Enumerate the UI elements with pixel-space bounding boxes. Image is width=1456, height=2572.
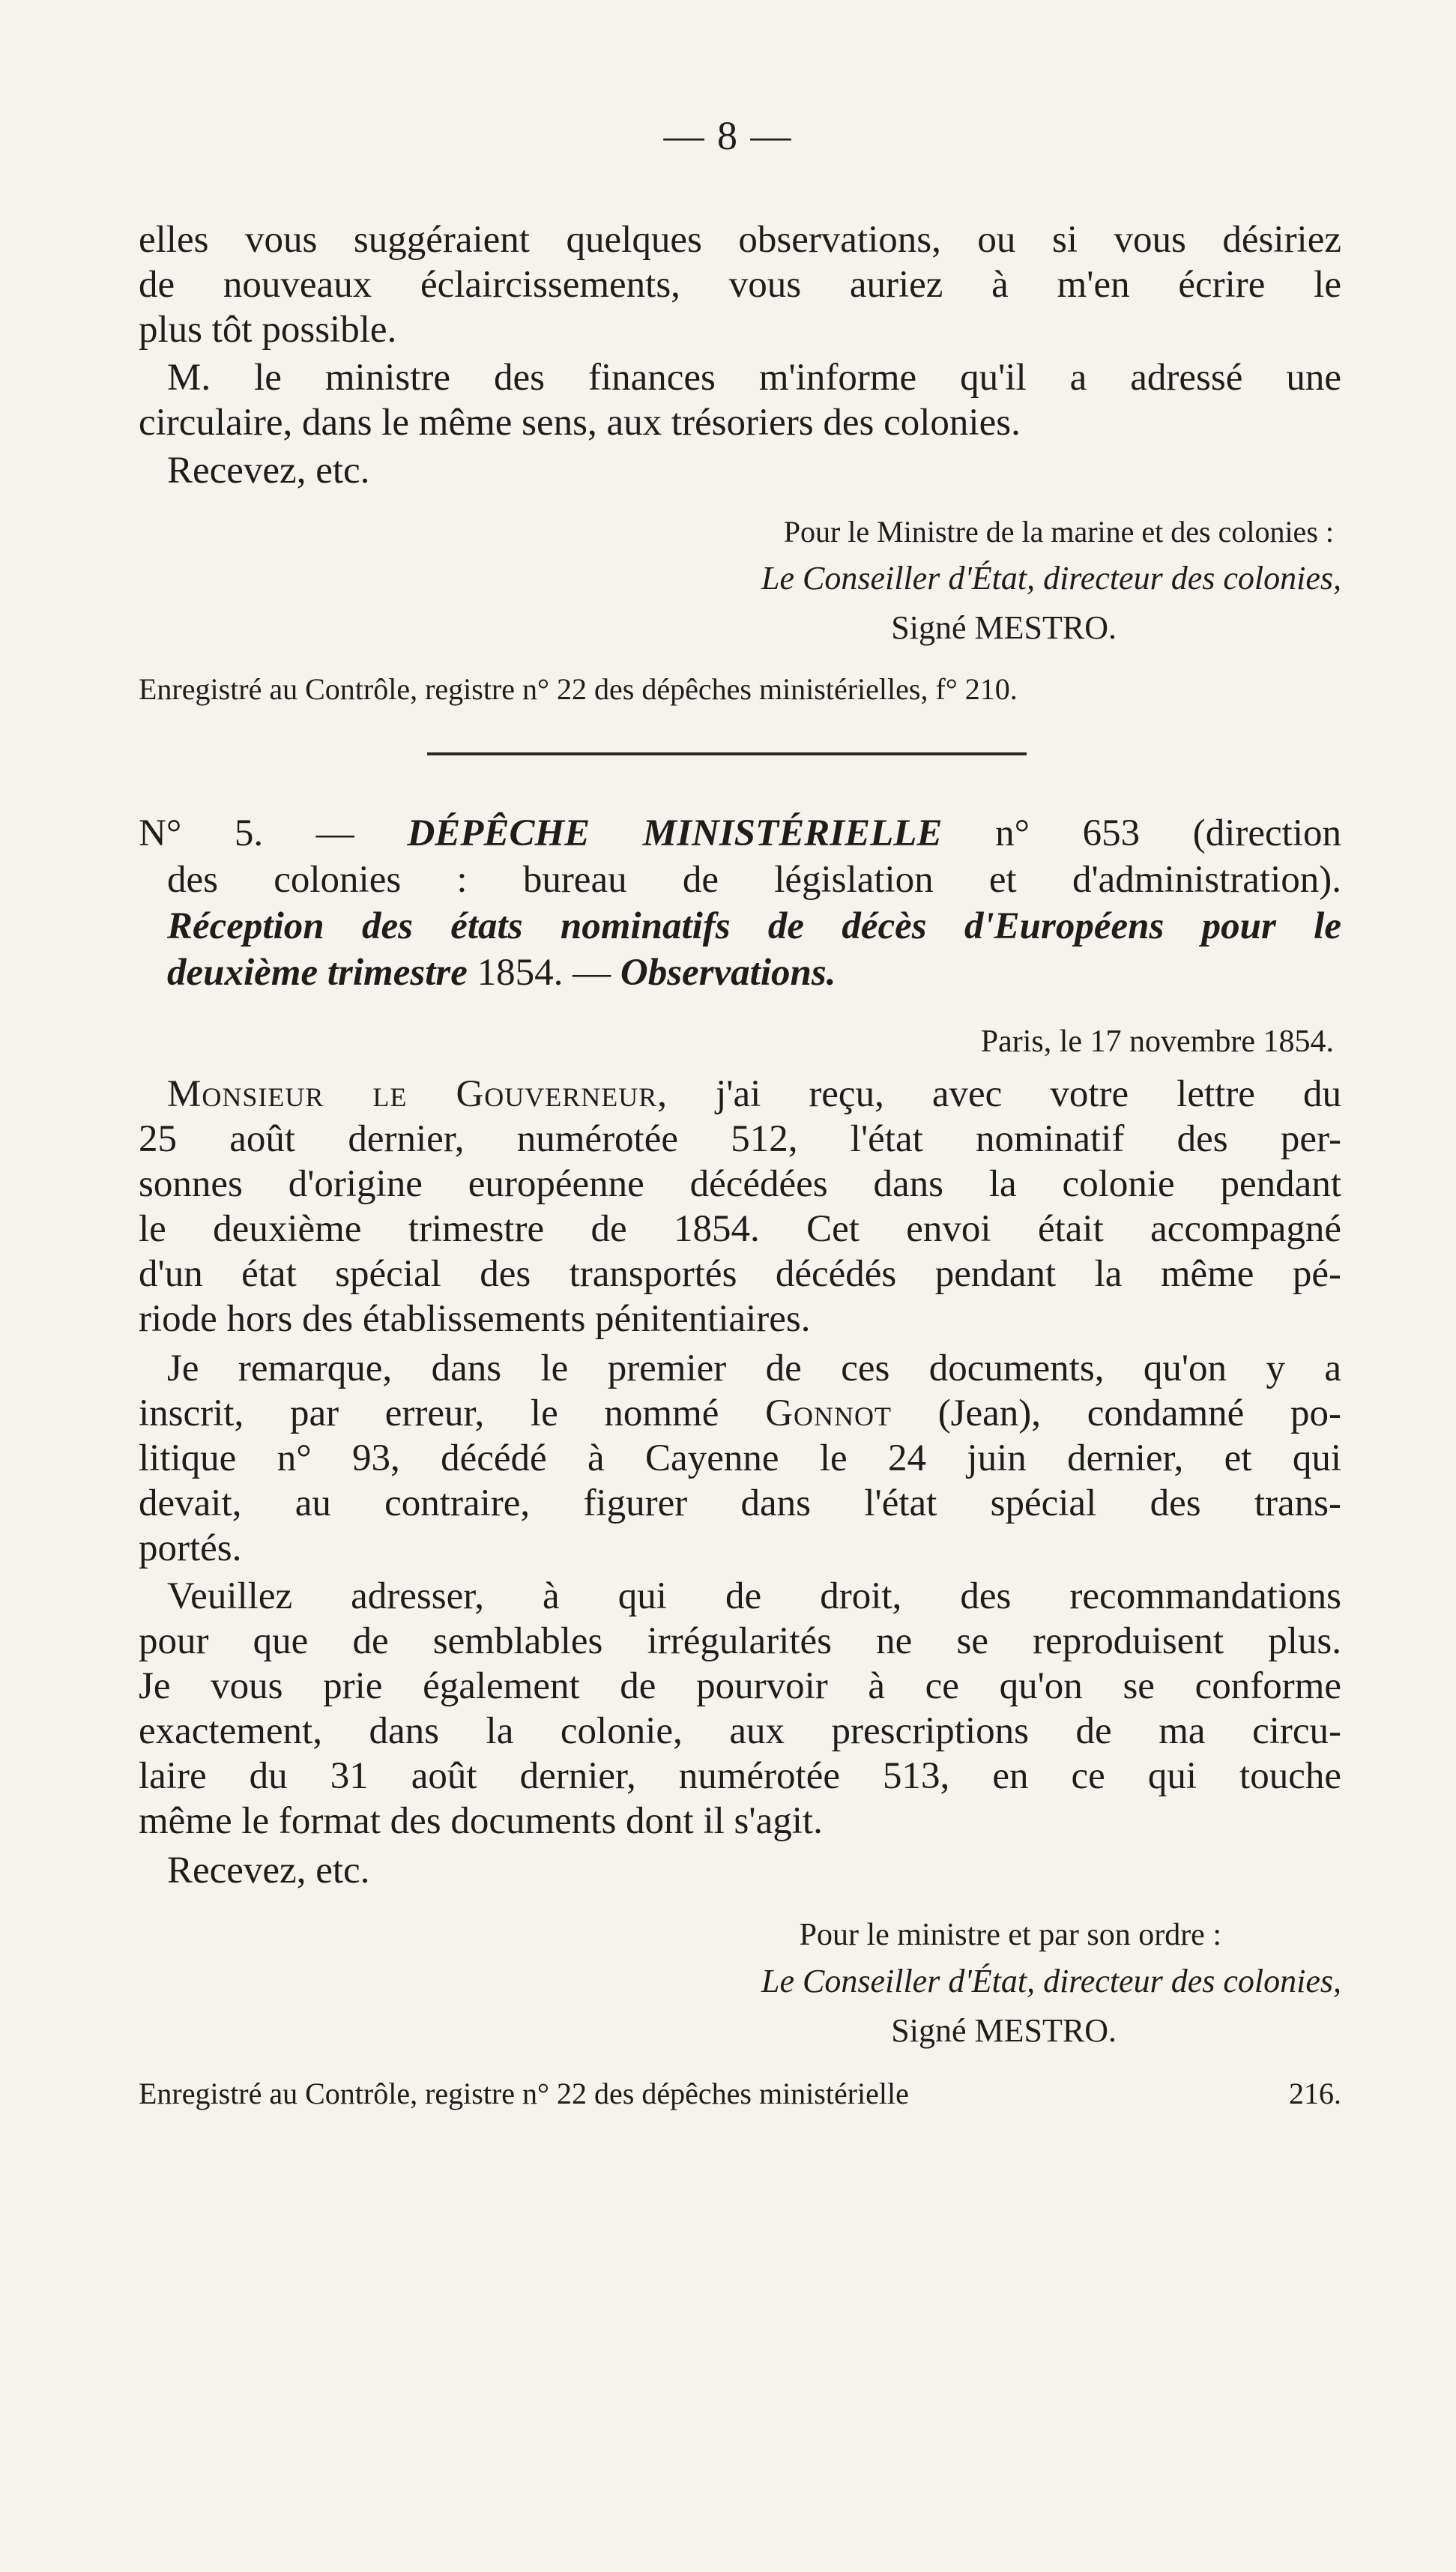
closing-formula: Recevez, etc. [167, 450, 370, 492]
dispatch-reference: n° 653 (direction [995, 812, 1342, 854]
body-line: Je vous prie également de pourvoir à ce qu'on se conforme [139, 1665, 1341, 1707]
body-line: laire du 31 août dernier, numérotée 513, en ce qui touche [139, 1755, 1341, 1797]
body-text: (Jean), condamné po- [937, 1392, 1342, 1434]
signature-name: Signé MESTRO. [891, 2012, 1117, 2049]
dispatch-subject-year: 1854. — [477, 952, 611, 994]
signature-on-behalf: Pour le Ministre de la marine et des colonies : [783, 515, 1334, 549]
dispatch-subject-line [167, 950, 836, 995]
signature-title: Le Conseiller d'État, directeur des colonies, [761, 560, 1341, 597]
body-line: pour que de semblables irrégularités ne se reproduisent plus. [139, 1620, 1341, 1662]
dateline: Paris, le 17 novembre 1854. [980, 1024, 1334, 1059]
body-line: portés. [139, 1527, 242, 1569]
body-text: j'ai reçu, avec votre lettre du [716, 1073, 1341, 1115]
body-line: circulaire, dans le même sens, aux trésoriers des colonies. [139, 402, 1021, 444]
page-number: — 8 — [663, 113, 793, 158]
person-name: Gonnot [765, 1392, 892, 1434]
dispatch-subject-part: deuxième trimestre [167, 952, 468, 994]
dispatch-number: N° 5. — [139, 812, 354, 854]
salutation: Monsieur le Gouverneur, [167, 1073, 668, 1115]
signature-title: Le Conseiller d'État, directeur des colonies, [761, 1963, 1341, 1999]
body-line: de nouveaux éclaircissements, vous auriez à m'en écrire le [139, 264, 1341, 306]
folio-number: 216. [1289, 2077, 1341, 2110]
dispatch-title: DÉPÊCHE MINISTÉRIELLE [407, 812, 943, 854]
registration-note: Enregistré au Contrôle, registre n° 22 des dépêches ministérielles, f° 210. [139, 672, 1018, 706]
body-line: elles vous suggéraient quelques observations, ou si vous désiriez [139, 219, 1341, 261]
dispatch-heading-line: des colonies : bureau de législation et d'administration). [167, 859, 1341, 901]
body-line: sonnes d'origine européenne décédées dans la colonie pendant [139, 1163, 1341, 1205]
body-line: le deuxième trimestre de 1854. Cet envoi était accompagné [139, 1208, 1341, 1250]
section-divider [427, 752, 1027, 755]
registration-note: Enregistré au Contrôle, registre n° 22 des dépêches ministérielle [139, 2077, 909, 2110]
body-line: 25 août dernier, numérotée 512, l'état nominatif des per- [139, 1118, 1341, 1160]
body-text: inscrit, par erreur, le nommé [139, 1392, 719, 1434]
body-line: M. le ministre des finances m'informe qu'il a adressé une [167, 357, 1341, 399]
dispatch-subject: Réception des états nominatifs de décès d'Européens pour le [167, 905, 1341, 947]
body-line: Je remarque, dans le premier de ces documents, qu'on y a [167, 1347, 1341, 1389]
body-line: devait, au contraire, figurer dans l'état spécial des trans- [139, 1482, 1341, 1524]
body-line: exactement, dans la colonie, aux prescriptions de ma circu- [139, 1710, 1341, 1752]
body-line: riode hors des établissements pénitentiaires. [139, 1298, 811, 1340]
body-line: même le format des documents dont il s'agit. [139, 1800, 823, 1842]
body-line: Veuillez adresser, à qui de droit, des recommandations [167, 1575, 1341, 1617]
body-line: plus tôt possible. [139, 309, 397, 351]
body-line: d'un état spécial des transportés décédés pendant la même pé- [139, 1253, 1341, 1295]
signature-name: Signé MESTRO. [891, 609, 1117, 646]
body-line: litique n° 93, décédé à Cayenne le 24 juin dernier, et qui [139, 1437, 1341, 1479]
signature-on-behalf: Pour le ministre et par son ordre : [799, 1918, 1221, 1952]
dispatch-heading [139, 811, 1341, 856]
body-line [167, 1072, 1341, 1117]
closing-formula: Recevez, etc. [167, 1850, 370, 1892]
body-line [139, 1391, 1341, 1436]
dispatch-subject-observations: Observations. [620, 952, 836, 994]
